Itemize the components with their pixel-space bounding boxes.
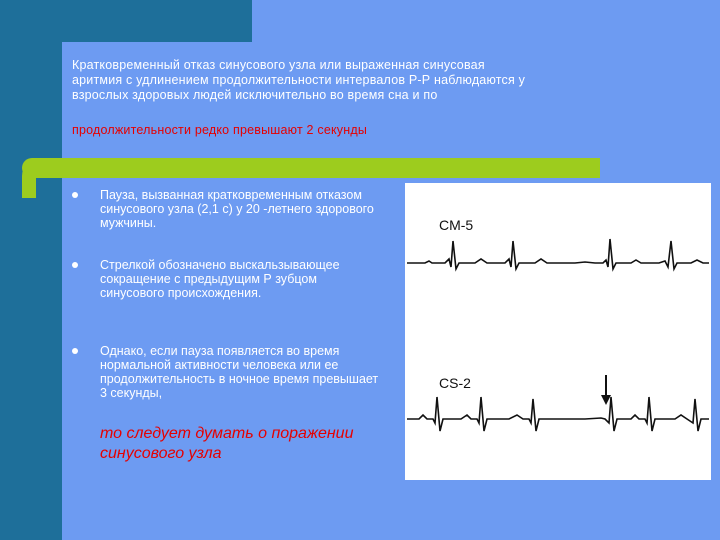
ecg-trace-bottom [407,397,709,431]
title-line-3: взрослых здоровых людей исключительно во время сна и по [72,88,438,102]
title-line-1: Кратковременный отказ синусового узла или выраженная синусовая [72,58,485,72]
slide-title [72,58,672,103]
conclusion-text: то следует думать о поражении синусового узла [100,425,354,462]
bullet-item [72,344,382,400]
bullet-dot [72,348,78,354]
title-line-2: аритмия с удлинением продолжительности интервалов Р-Р наблюдаются у [72,73,526,87]
bullet-item [72,258,382,300]
bullet-item [72,188,382,230]
ecg-tracings [405,183,711,480]
ecg-trace-top [407,239,709,269]
bullet-text: Стрелкой обозначено выскальзывающее сокращение с предыдущим Р зубцом синусового происхождения. [100,258,340,300]
accent-bar [22,158,600,178]
ecg-lead-label-bottom: CS-2 [439,375,471,391]
top-corner-block [0,0,252,42]
ecg-lead-label-top: CM-5 [439,217,474,233]
bullet-text: Однако, если пауза появляется во время нормальной активности человека или ее продолжительность в ночное время превышает 3 секунды, [100,344,379,400]
bullet-text: Пауза, вызванная кратковременным отказом синусового узла (2,1 с) у 20 -летнего здорового мужчины. [100,188,374,230]
bullet-dot [72,192,78,198]
arrow-head-icon [601,395,611,405]
bullet-dot [72,262,78,268]
ecg-figure [405,183,711,480]
left-side-band [0,0,62,540]
title-highlight-line: продолжительности редко превышают 2 секунды [72,123,368,137]
